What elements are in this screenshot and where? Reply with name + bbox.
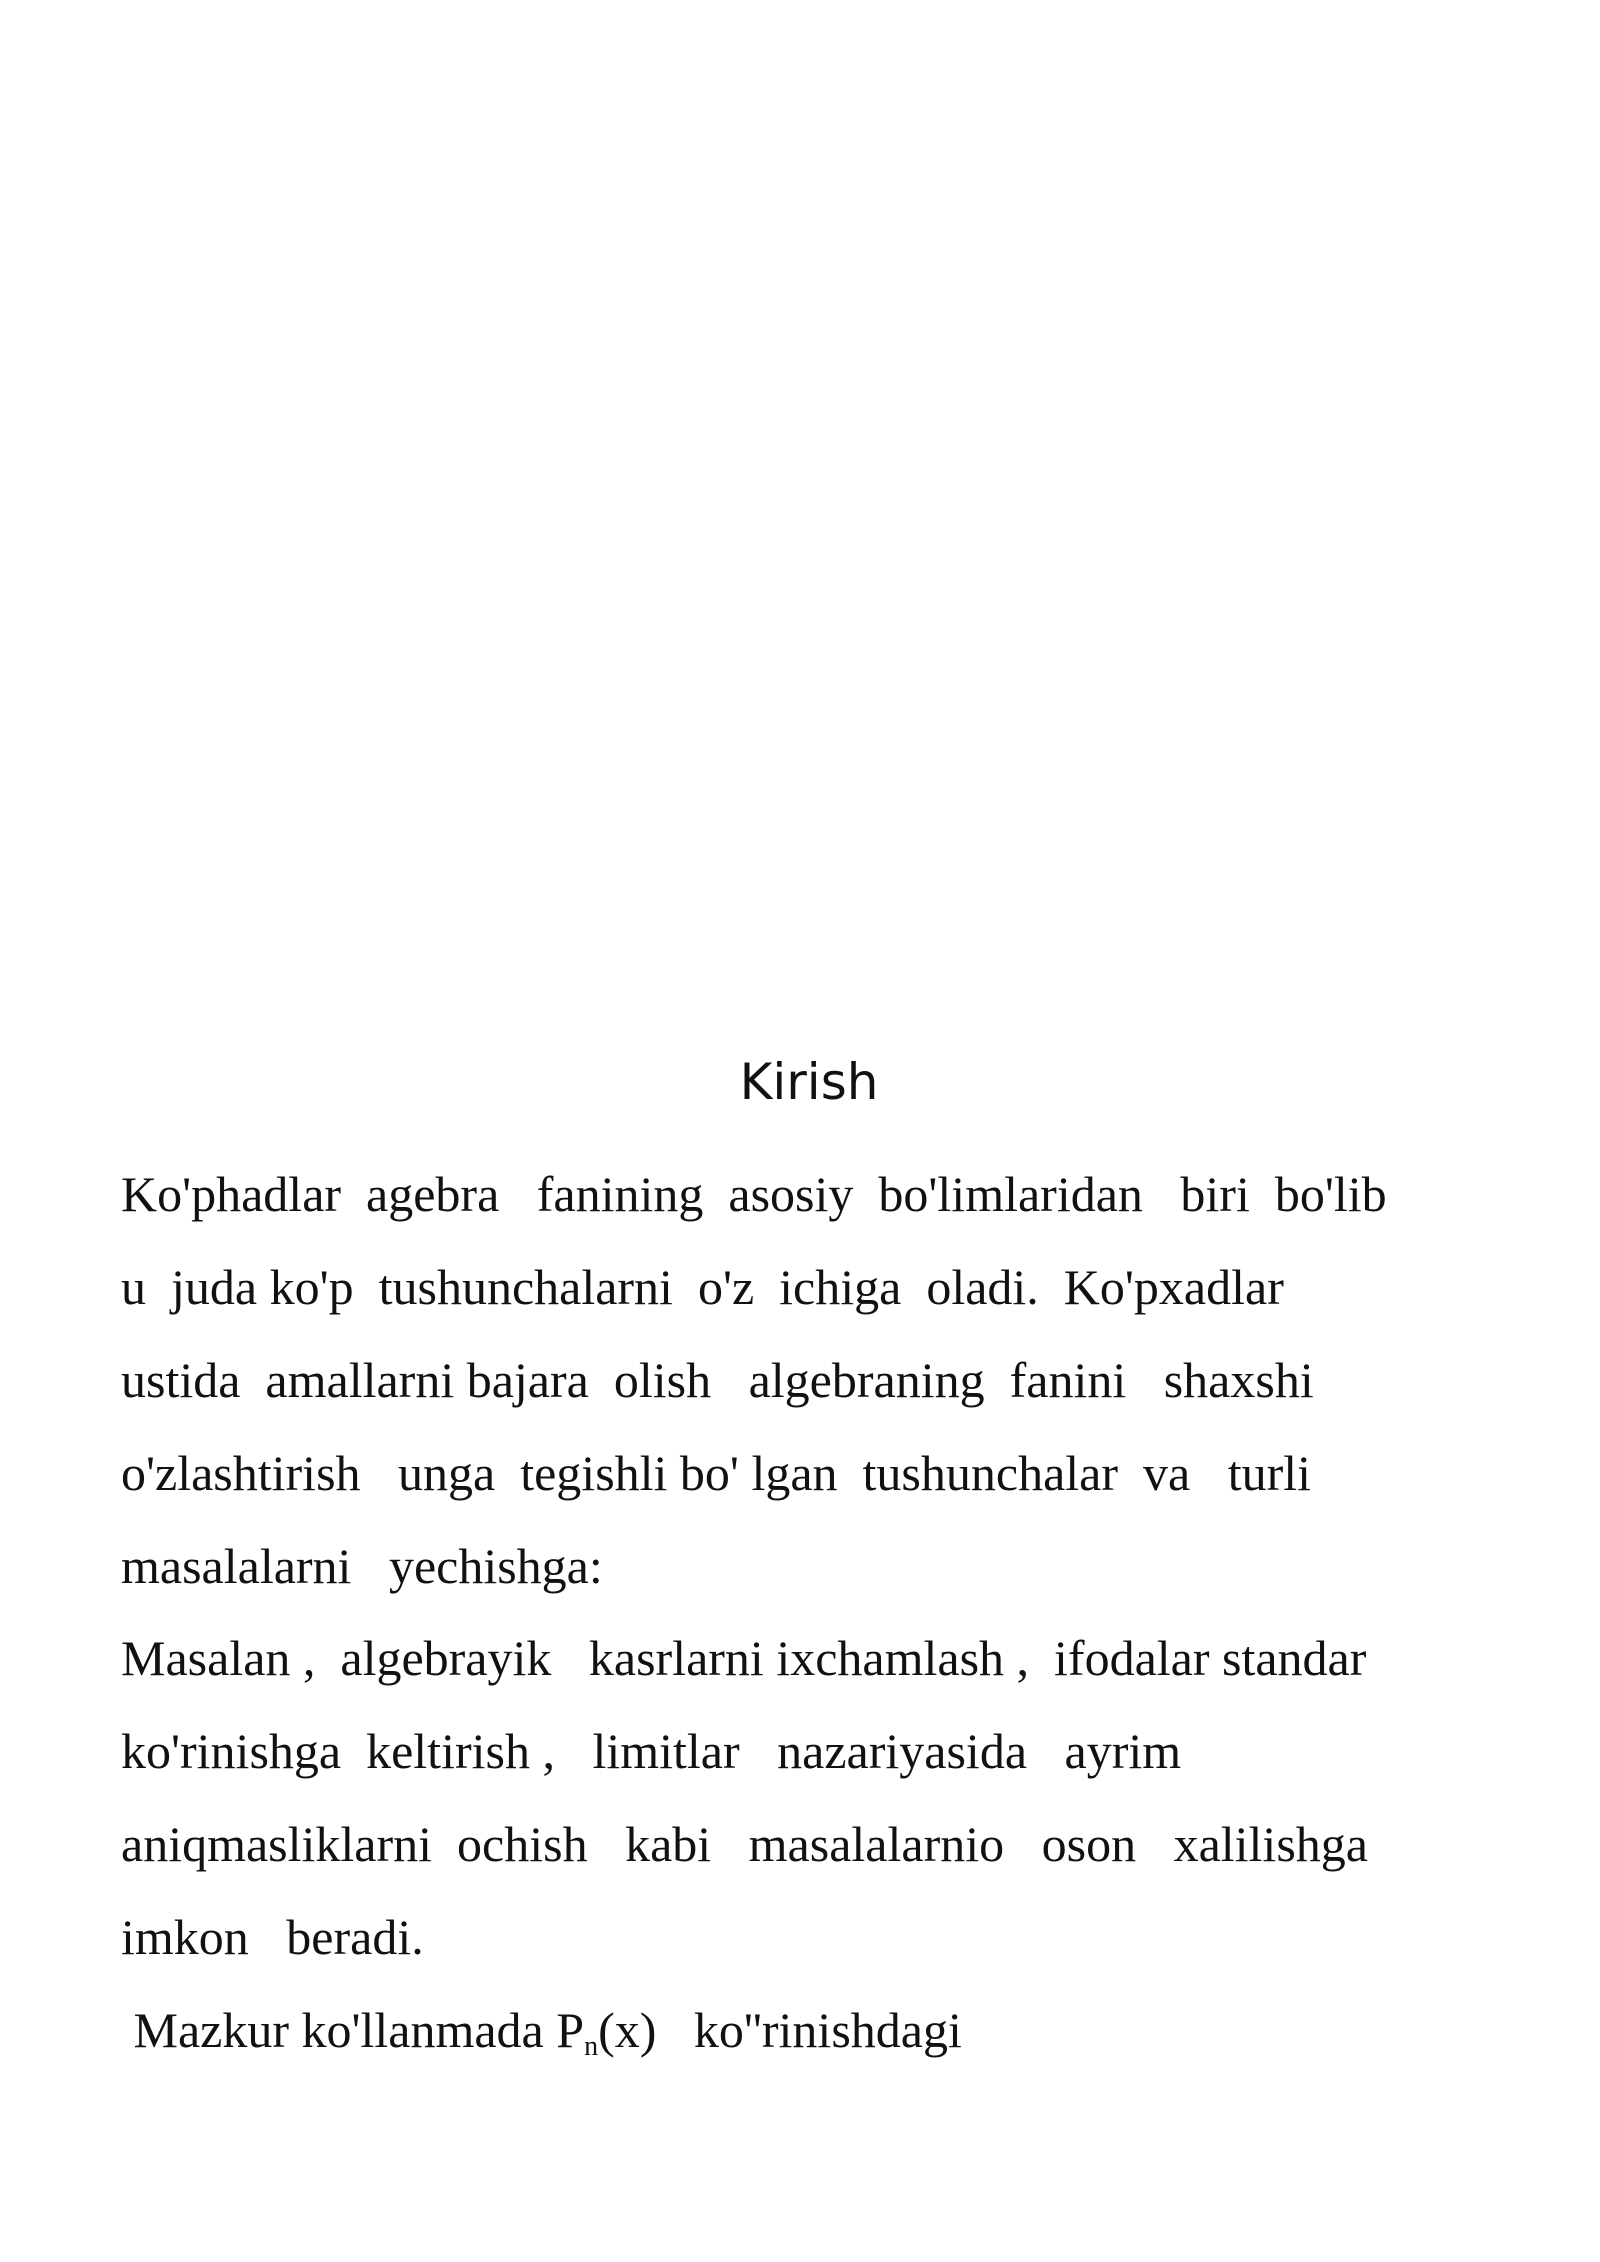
paragraph-line: imkon beradi. <box>121 1909 424 1965</box>
paragraph-line: u juda ko'p tushunchalarni o'z ichiga oladi. Ko'pxadlar <box>121 1259 1284 1315</box>
formula-suffix: (x) ko''rinishdagi <box>598 2002 962 2058</box>
formula-subscript: n <box>584 2031 599 2062</box>
page-title: Kirish <box>739 1053 879 1111</box>
paragraph-line: o'zlashtirish unga tegishli bo' lgan tushunchalar va turli <box>121 1445 1312 1501</box>
paragraph-line: ustida amallarni bajara olish algebraning fanini shaxshi <box>121 1352 1314 1408</box>
paragraph-line: masalalarni yechishga: <box>121 1538 603 1594</box>
paragraph-line: Ko'phadlar agebra fanining asosiy bo'limlaridan biri bo'lib <box>121 1166 1387 1222</box>
paragraph-line-formula <box>121 2000 962 2077</box>
paragraph-line: ko'rinishga keltirish , limitlar nazariyasida ayrim <box>121 1723 1182 1779</box>
paragraph-line: aniqmasliklarni ochish kabi masalalarnio oson xalilishga <box>121 1816 1368 1872</box>
paragraph-line: Masalan , algebrayik kasrlarni ixchamlash , ifodalar standar <box>121 1630 1367 1686</box>
formula-prefix: Mazkur ko'llanmada P <box>121 2002 585 2058</box>
